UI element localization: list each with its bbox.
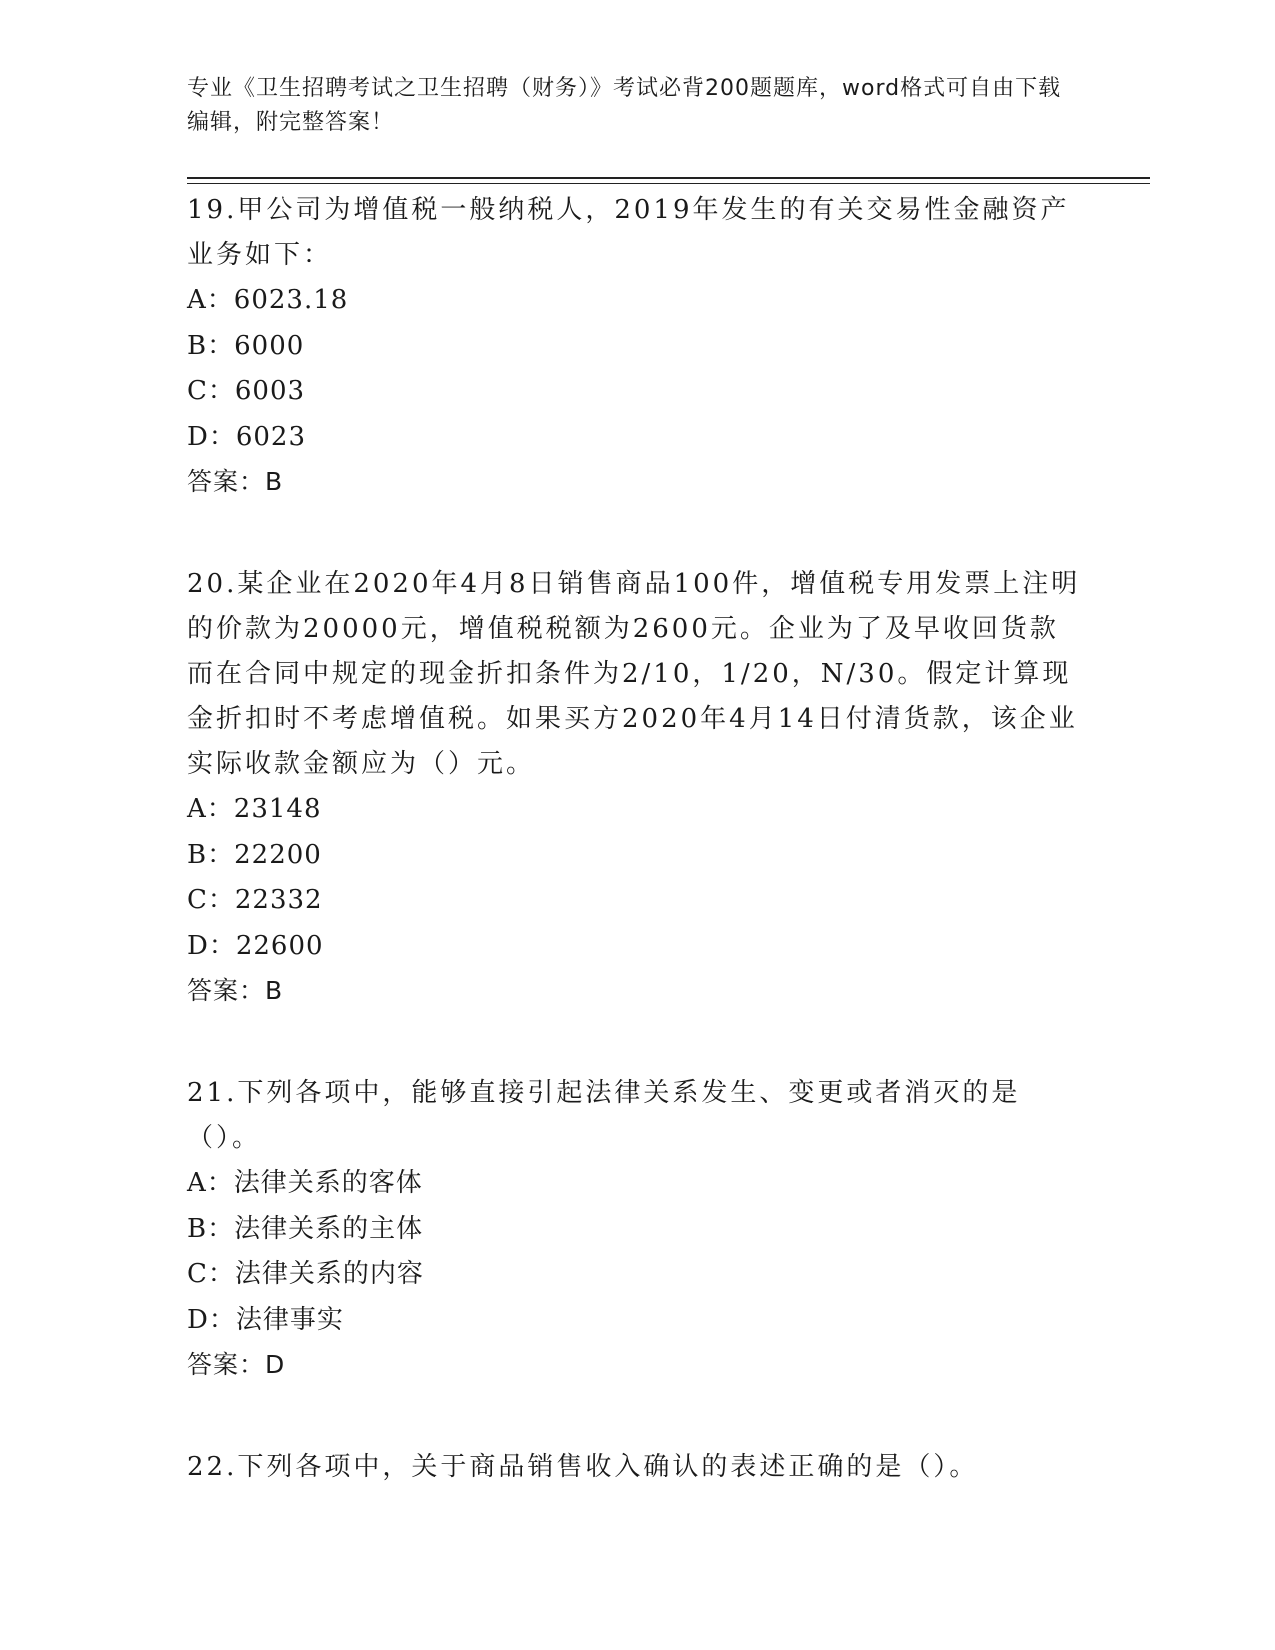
answer-line: 答案：B	[187, 976, 284, 1005]
option-c: C：22332	[187, 885, 323, 915]
question-19	[187, 188, 1087, 504]
document-header: 专业《卫生招聘考试之卫生招聘（财务）》考试必背200题题库，word格式可自由下载编辑，附完整答案！	[187, 76, 1062, 135]
question-20	[187, 562, 1087, 1013]
option-c: C：6003	[187, 376, 306, 406]
question-stem: 21.下列各项中，能够直接引起法律关系发生、变更或者消灭的是（）。	[187, 1078, 1021, 1153]
answer-line: 答案：D	[187, 1350, 286, 1379]
option-a: A：23148	[187, 794, 322, 824]
option-a: A：法律关系的客体	[187, 1168, 423, 1198]
answer-line: 答案：B	[187, 467, 284, 496]
option-a: A：6023.18	[187, 285, 349, 315]
option-b: B：法律关系的主体	[187, 1213, 424, 1244]
option-d: D：法律事实	[187, 1304, 344, 1335]
header-divider-thin	[187, 183, 1150, 184]
question-stem: 19.甲公司为增值税一般纳税人，2019年发生的有关交易性金融资产业务如下：	[187, 195, 1070, 270]
option-b: B：6000	[187, 330, 305, 361]
option-b: B：22200	[187, 839, 322, 870]
question-list	[187, 188, 1087, 1548]
option-d: D：6023	[187, 421, 307, 452]
option-c: C：法律关系的内容	[187, 1259, 424, 1289]
question-22	[187, 1445, 1087, 1490]
question-21	[187, 1071, 1087, 1387]
option-d: D：22600	[187, 930, 324, 961]
header-divider-thick	[187, 177, 1150, 179]
question-stem: 22.下列各项中，关于商品销售收入确认的表述正确的是（）。	[187, 1452, 979, 1482]
question-stem: 20.某企业在2020年4月8日销售商品100件，增值税专用发票上注明的价款为20000元，增值税税额为2600元。企业为了及早收回货款而在合同中规定的现金折扣条件为2/10，1/20，N/30。假定计算现金折扣时不考虑增值税。如果买方2020年4月14日付清货款，该企业实际收款金额应为（）元。	[187, 569, 1081, 779]
